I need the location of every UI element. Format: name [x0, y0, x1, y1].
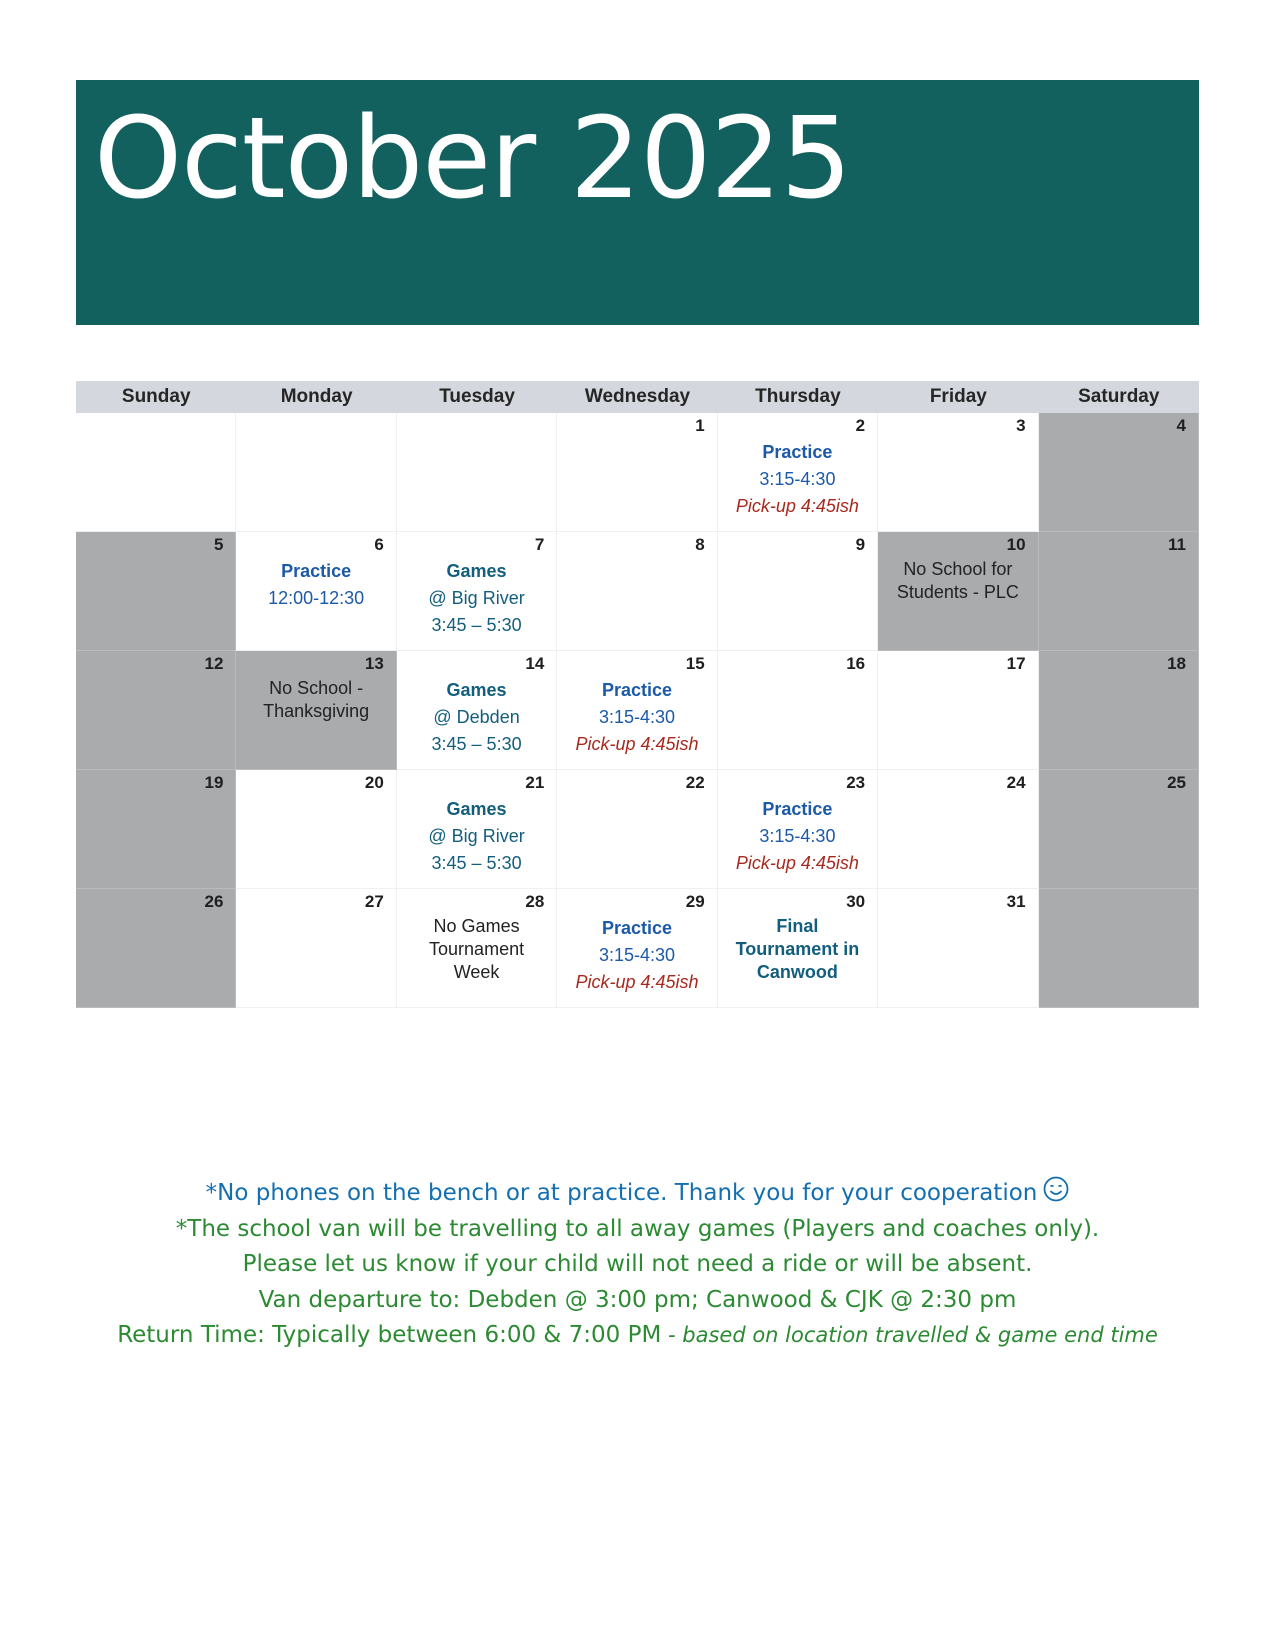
day-number: 21 — [525, 773, 545, 792]
notes — [60, 1176, 1215, 1354]
empty-day-cell — [76, 413, 236, 532]
day-number: 8 — [695, 535, 705, 554]
day-cell-25 — [1039, 770, 1199, 889]
day-number: 6 — [374, 535, 384, 554]
weekday-sunday: Sunday — [121, 386, 191, 407]
event-line: 3:15-4:30 — [759, 826, 836, 846]
event — [878, 558, 1037, 604]
day-number: 7 — [534, 535, 545, 554]
event-line: @ Debden — [433, 707, 520, 727]
event-line: 3:45 – 5:30 — [431, 853, 522, 873]
event-line: 3:15-4:30 — [759, 469, 836, 489]
event-line: Thanksgiving — [263, 701, 370, 721]
day-number: 27 — [364, 892, 384, 911]
day-cell-8 — [557, 532, 717, 651]
event-line: Practice — [601, 918, 673, 938]
day-cell-15 — [557, 651, 717, 770]
day-cell-20 — [236, 770, 396, 889]
day-number: 11 — [1168, 535, 1186, 554]
note-van: *The school van will be travelling to all away games (Players and coaches only). — [175, 1215, 1100, 1242]
smile-icon — [1043, 1176, 1069, 1202]
note-return-main: Return Time: Typically between 6:00 & 7:00 PM — [117, 1322, 662, 1348]
event-line: @ Big River — [428, 826, 525, 846]
day-cell-4 — [1039, 413, 1199, 532]
event — [397, 677, 556, 758]
day-number: 30 — [846, 892, 866, 911]
event-line: Pick-up 4:45ish — [735, 496, 859, 516]
day-number: 16 — [846, 654, 866, 673]
day-cell-3 — [878, 413, 1038, 532]
day-cell-17 — [878, 651, 1038, 770]
event — [236, 558, 395, 612]
event — [397, 796, 556, 877]
event-line: No School - — [269, 678, 364, 698]
event-line: No Games — [433, 916, 520, 936]
day-cell-6 — [236, 532, 396, 651]
weekday-thursday: Thursday — [755, 386, 841, 407]
weekday-monday: Monday — [280, 386, 353, 407]
event-line: Students - PLC — [896, 582, 1019, 602]
weekday-header-row — [76, 381, 1199, 413]
day-cell-30 — [718, 889, 878, 1008]
day-cell-9 — [718, 532, 878, 651]
event-line: Final — [776, 916, 819, 936]
event-line: 3:45 – 5:30 — [431, 615, 522, 635]
day-cell-12 — [76, 651, 236, 770]
day-cell-14 — [397, 651, 557, 770]
event-line: @ Big River — [428, 588, 525, 608]
day-number: 29 — [685, 892, 705, 911]
event-line: Pick-up 4:45ish — [735, 853, 859, 873]
day-cell-23 — [718, 770, 878, 889]
day-number: 12 — [204, 654, 224, 673]
note-departure: Van departure to: Debden @ 3:00 pm; Canwood & CJK @ 2:30 pm — [258, 1286, 1017, 1313]
event-line: Practice — [762, 442, 833, 462]
event-line: No School for — [903, 559, 1013, 579]
day-cell-16 — [718, 651, 878, 770]
event — [397, 915, 556, 984]
day-number: 31 — [1006, 892, 1026, 911]
event — [718, 439, 877, 520]
event — [557, 677, 716, 758]
day-number: 23 — [846, 773, 866, 792]
event-line: Practice — [762, 799, 833, 819]
month-banner — [76, 80, 1199, 325]
day-cell-31 — [878, 889, 1038, 1008]
day-number: 3 — [1016, 416, 1026, 435]
day-number: 10 — [1006, 535, 1026, 554]
day-number: 20 — [364, 773, 384, 792]
day-number: 24 — [1006, 773, 1026, 792]
event-line: Games — [446, 680, 507, 700]
day-number: 26 — [204, 892, 224, 911]
day-number: 25 — [1167, 773, 1186, 792]
day-cell-28 — [397, 889, 557, 1008]
event — [236, 677, 395, 723]
weekday-wednesday: Wednesday — [584, 386, 691, 407]
event-line: 3:15-4:30 — [598, 707, 676, 727]
empty-day-cell — [236, 413, 396, 532]
note-return — [60, 1318, 1215, 1354]
calendar-grid — [76, 413, 1199, 1008]
day-number: 22 — [685, 773, 705, 792]
day-cell-24 — [878, 770, 1038, 889]
day-number: 18 — [1167, 654, 1186, 673]
day-cell-26 — [76, 889, 236, 1008]
day-number: 4 — [1176, 416, 1186, 435]
weekday-tuesday: Tuesday — [439, 386, 515, 407]
month-title: October 2025 — [94, 94, 851, 224]
event-line: Canwood — [756, 962, 838, 982]
note-return-detail: - based on location travelled & game end time — [661, 1323, 1158, 1347]
day-cell-18 — [1039, 651, 1199, 770]
event-line: Tournament in — [735, 939, 860, 959]
event-line: 12:00-12:30 — [268, 588, 365, 608]
event-line: Games — [446, 561, 507, 581]
event — [718, 915, 877, 984]
event-line: Practice — [281, 561, 352, 581]
weekday-saturday: Saturday — [1078, 386, 1160, 407]
day-number: 13 — [364, 654, 384, 673]
empty-day-cell — [1039, 889, 1199, 1008]
day-cell-29 — [557, 889, 717, 1008]
day-cell-1 — [557, 413, 717, 532]
day-number: 9 — [855, 535, 866, 554]
day-number: 28 — [525, 892, 545, 911]
day-number: 2 — [855, 416, 866, 435]
day-number: 14 — [525, 654, 545, 673]
day-cell-7 — [397, 532, 557, 651]
day-number: 17 — [1006, 654, 1026, 673]
note-phones-text: *No phones on the bench or at practice. Thank you for your cooperation — [205, 1180, 1038, 1206]
day-cell-11 — [1039, 532, 1199, 651]
day-cell-10 — [878, 532, 1038, 651]
event-line: 3:45 – 5:30 — [431, 734, 522, 754]
event — [397, 558, 556, 639]
day-cell-13 — [236, 651, 396, 770]
day-cell-19 — [76, 770, 236, 889]
day-cell-22 — [557, 770, 717, 889]
event-line: Pick-up 4:45ish — [575, 734, 699, 754]
note-ride: Please let us know if your child will not need a ride or will be absent. — [242, 1251, 1033, 1277]
day-number: 5 — [213, 535, 224, 554]
day-cell-2 — [718, 413, 878, 532]
day-cell-21 — [397, 770, 557, 889]
event — [557, 915, 716, 996]
note-phones — [60, 1176, 1215, 1212]
event-line: 3:15-4:30 — [598, 945, 676, 965]
day-number: 1 — [695, 416, 705, 435]
day-cell-27 — [236, 889, 396, 1008]
event-line: Games — [446, 799, 507, 819]
empty-day-cell — [397, 413, 557, 532]
event — [718, 796, 877, 877]
day-cell-5 — [76, 532, 236, 651]
event-line: Practice — [601, 680, 673, 700]
event-line: Tournament — [429, 939, 525, 959]
event-line: Pick-up 4:45ish — [575, 972, 699, 992]
day-number: 15 — [685, 654, 705, 673]
day-number: 19 — [204, 773, 224, 792]
calendar — [76, 381, 1199, 1008]
weekday-friday: Friday — [929, 386, 987, 407]
event-line: Week — [453, 962, 500, 982]
